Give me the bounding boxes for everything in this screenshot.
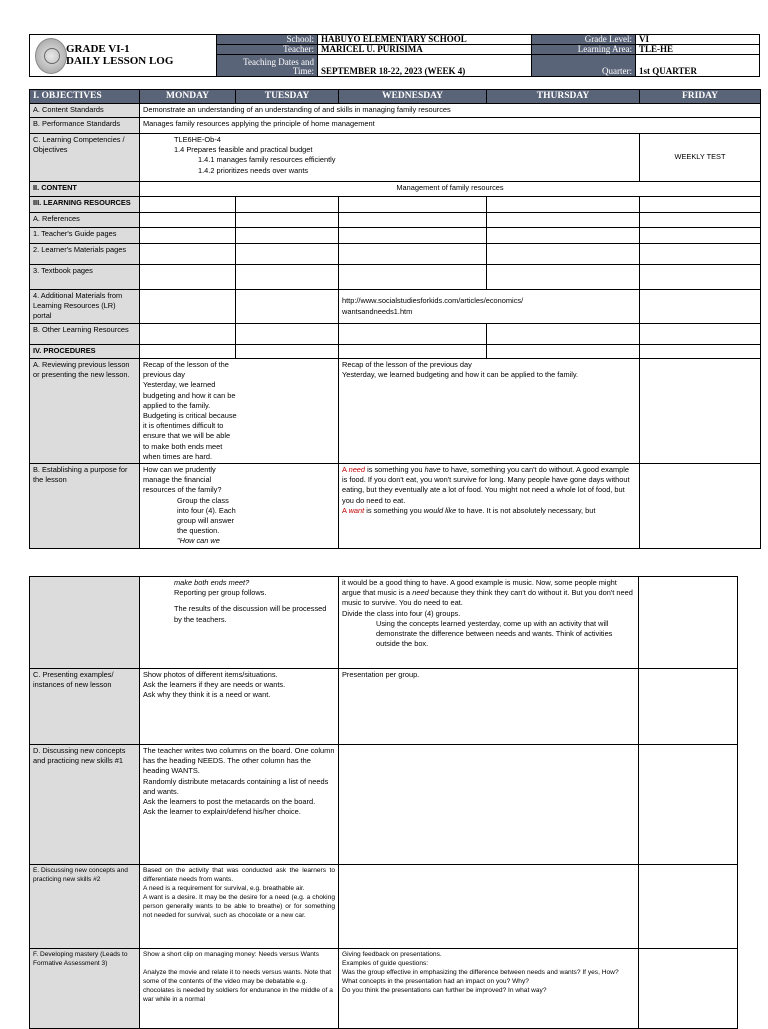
- lesson-log-header: [29, 34, 760, 77]
- mastery-wednesday-1: Giving feedback on presentations.: [342, 951, 442, 958]
- discussing-2-monday-3: A want is a desire. It may be the desire for a need (e.g. a choking person generally wants to be able to breathe) or for something not needed for survival, such as chocolate or a new car.: [143, 894, 335, 919]
- textbook-label: 3. Textbook pages: [30, 265, 140, 290]
- wednesday-heading: WEDNESDAY: [339, 90, 487, 104]
- reviewing-monday-2: Yesterday, we learned budgeting and how it can be applied to the family.: [143, 380, 236, 410]
- presenting-monday-3: Ask why they think it is a need or want.: [143, 690, 271, 700]
- mastery-wednesday-3: Was the group effective in emphasizing the difference between needs and wants? If yes, How?: [342, 969, 619, 976]
- references-row: [30, 213, 761, 228]
- competency-1-4: 1.4 Prepares feasible and practical budget: [174, 145, 313, 155]
- mastery-wednesday: [339, 949, 639, 1029]
- competency-1-4-1: 1.4.1 manages family resources efficiently: [198, 155, 336, 165]
- purpose-row: [30, 464, 761, 549]
- deped-seal-icon: [35, 38, 67, 74]
- procedures-row: [30, 345, 761, 359]
- lesson-log-table: [29, 89, 761, 549]
- purpose-monday: [140, 464, 339, 549]
- lr-portal-link[interactable]: [339, 290, 640, 324]
- friday-heading: FRIDAY: [640, 90, 761, 104]
- teachers-guide-label: 1. Teacher's Guide pages: [30, 228, 140, 244]
- other-resources-label: B. Other Learning Resources: [30, 324, 140, 345]
- presenting-monday-1: Show photos of different items/situations.: [143, 670, 278, 679]
- learning-area-label: Learning Area:: [531, 45, 635, 55]
- lr-portal-url-line2: wantsandneeds1.htm: [342, 306, 413, 316]
- mastery-row: [30, 949, 738, 1029]
- monday-heading: MONDAY: [140, 90, 236, 104]
- weekly-test-cell: WEEKLY TEST: [640, 134, 761, 182]
- grade-level-label: Grade Level:: [531, 35, 635, 45]
- learning-resources-label: III. LEARNING RESOURCES: [30, 197, 140, 213]
- mastery-label: F. Developing mastery (Leads to Formative Assessment 3): [30, 949, 140, 1029]
- other-resources-row: [30, 324, 761, 345]
- mastery-wednesday-4: What concepts in the presentation had an impact on you? Why?: [342, 978, 529, 985]
- school-label: School:: [216, 35, 317, 45]
- presenting-label: C. Presenting examples/ instances of new lesson: [30, 669, 140, 745]
- presenting-row: [30, 669, 738, 745]
- grade-title: GRADE VI-1: [66, 43, 130, 55]
- purpose-wednesday-cont-2: Divide the class into four (4) groups.: [342, 608, 461, 618]
- need-definition: A need is something you have to have, something you can't do without. A good example is food. If you don't eat, you won't survive for long. Many people have gone days without eating, but they eventually ate a lot of food. You might not need a whole lot of food, but you do need to eat.: [342, 465, 630, 505]
- mastery-monday-1: Show a short clip on managing money: Needs versus Wants: [143, 951, 320, 958]
- reviewing-wednesday-2: Yesterday, we learned budgeting and how it can be applied to the family.: [342, 370, 579, 380]
- content-standards-label: A. Content Standards: [30, 104, 140, 118]
- content-standards-text: Demonstrate an understanding of an understanding of and skills in managing family resources: [140, 104, 761, 118]
- discussing-2-label: E. Discussing new concepts and practicing new skills #2: [30, 865, 140, 949]
- reviewing-monday-1: Recap of the lesson of the previous day: [143, 360, 229, 380]
- tuesday-heading: TUESDAY: [236, 90, 339, 104]
- discussing-1-monday-4: Ask the learner to explain/defend his/her choice.: [143, 807, 301, 817]
- teaching-dates-value: SEPTEMBER 18-22, 2023 (WEEK 4): [317, 55, 531, 76]
- reviewing-wednesday: [339, 359, 640, 464]
- content-row: [30, 182, 761, 197]
- mastery-monday: [140, 949, 339, 1029]
- discussing-2-monday-1: Based on the activity that was conducted ask the learners to differentiate needs from wants.: [143, 867, 335, 883]
- competencies-label: C. Learning Competencies / Objectives: [30, 134, 140, 182]
- school-value: HABUYO ELEMENTARY SCHOOL: [317, 35, 531, 45]
- learners-materials-label: 2. Learner's Materials pages: [30, 244, 140, 265]
- mastery-wednesday-5: Do you think the presentations can further be improved? In what way?: [342, 987, 547, 994]
- purpose-monday-2: Group the class into four (4). Each group will answer the question. "How can we: [177, 495, 236, 546]
- performance-standards-row: [30, 118, 761, 134]
- content-label: II. CONTENT: [30, 182, 140, 197]
- discussing-1-monday-1: The teacher writes two columns on the board. One column has the heading NEEDS. The other column has the heading WANTS.: [143, 746, 335, 776]
- competency-code: TLE6HE-Ob-4: [174, 135, 221, 144]
- additional-materials-row: [30, 290, 761, 324]
- procedures-label: IV. PROCEDURES: [30, 345, 140, 359]
- discussing-1-monday-2: Randomly distribute metacards containing a list of needs and wants.: [143, 776, 329, 796]
- references-label: A. References: [30, 213, 140, 228]
- content-standards-row: [30, 104, 761, 118]
- header-info-grid: [216, 35, 760, 76]
- grade-level-value: VI: [635, 35, 760, 45]
- purpose-wednesday-cont-3: Using the concepts learned yesterday, come up with an activity that will demonstrate the difference between needs and wants. Think of activities outside the box.: [376, 618, 613, 649]
- purpose-wednesday-continued: [339, 577, 639, 669]
- purpose-monday-continued: [140, 577, 339, 669]
- teaching-dates-label: Teaching Dates and Time:: [216, 55, 317, 76]
- mastery-monday-2: Analyze the movie and relate it to needs versus wants. Note that some of the contents of the video may be debatable e.g. chocolates is needed by soldiers for endurance in the middle of a war while in a normal: [143, 969, 333, 1003]
- purpose-wednesday-cont-1: it would be a good thing to have. A good example is music. Now, some people might argue that music is a need because they think they can't do without it. But you don't need music to survive. You do need to eat.: [342, 578, 633, 608]
- learning-resources-row: [30, 197, 761, 213]
- reviewing-monday: [140, 359, 339, 464]
- content-text: Management of family resources: [140, 182, 761, 197]
- lr-portal-url-line1: http://www.socialstudiesforkids.com/articles/economics/: [342, 296, 524, 306]
- daily-lesson-log-title: DAILY LESSON LOG: [66, 54, 174, 67]
- lesson-log-table-continued: [29, 576, 738, 1029]
- column-header-row: [30, 90, 761, 104]
- additional-materials-label: 4. Additional Materials from Learning Resources (LR) portal: [30, 290, 140, 324]
- performance-standards-label: B. Performance Standards: [30, 118, 140, 134]
- discussing-1-monday-3: Ask the learners to post the metacards on the board.: [143, 797, 316, 807]
- purpose-wednesday: [339, 464, 640, 549]
- discussing-1-row: [30, 745, 738, 865]
- presenting-wednesday: Presentation per group.: [339, 669, 639, 745]
- discussing-2-monday-2: A need is a requirement for survival, e.g. breathable air.: [143, 885, 305, 892]
- purpose-monday-cont-1: make both ends meet?: [174, 578, 250, 587]
- mastery-wednesday-2: Examples of guide questions:: [342, 960, 429, 967]
- teachers-guide-row: [30, 228, 761, 244]
- reviewing-row: [30, 359, 761, 464]
- performance-standards-text: Manages family resources applying the principle of home management: [140, 118, 761, 134]
- teacher-label: Teacher:: [216, 45, 317, 55]
- presenting-monday: [140, 669, 339, 745]
- discussing-1-monday: [140, 745, 339, 865]
- teacher-value: MARICEL U. PURISIMA: [317, 45, 531, 55]
- competency-1-4-2: 1.4.2 prioritizes needs over wants: [198, 165, 309, 175]
- purpose-monday-cont-2: Reporting per group follows.: [174, 588, 267, 598]
- learning-area-value: TLE-HE: [635, 45, 760, 55]
- objectives-heading: I. OBJECTIVES: [30, 90, 140, 104]
- purpose-continued-row: [30, 577, 738, 669]
- learners-materials-row: [30, 244, 761, 265]
- reviewing-wednesday-1: Recap of the lesson of the previous day: [342, 360, 472, 369]
- textbook-row: [30, 265, 761, 290]
- competencies-row: [30, 134, 761, 182]
- purpose-monday-cont-3: The results of the discussion will be processed by the teachers.: [174, 604, 327, 624]
- reviewing-monday-3: Budgeting is critical because it is oftentimes difficult to ensure that we will be able to make both ends meet when times are hard.: [143, 411, 237, 461]
- discussing-2-row: [30, 865, 738, 949]
- discussing-1-label: D. Discussing new concepts and practicing new skills #1: [30, 745, 140, 865]
- quarter-label: Quarter:: [531, 55, 635, 76]
- purpose-monday-1: How can we prudently manage the financial resources of the family?: [143, 465, 222, 495]
- discussing-2-monday: [140, 865, 339, 949]
- log-title: [66, 44, 173, 67]
- purpose-label: B. Establishing a purpose for the lesson: [30, 464, 140, 549]
- want-definition: A want is something you would like to have. It is not absolutely necessary, but: [342, 505, 596, 515]
- competencies-text: [140, 134, 640, 182]
- thursday-heading: THURSDAY: [487, 90, 640, 104]
- quarter-value: 1st QUARTER: [635, 55, 760, 76]
- reviewing-label: A. Reviewing previous lesson or presenting the new lesson.: [30, 359, 140, 464]
- presenting-monday-2: Ask the learners if they are needs or wants.: [143, 680, 286, 690]
